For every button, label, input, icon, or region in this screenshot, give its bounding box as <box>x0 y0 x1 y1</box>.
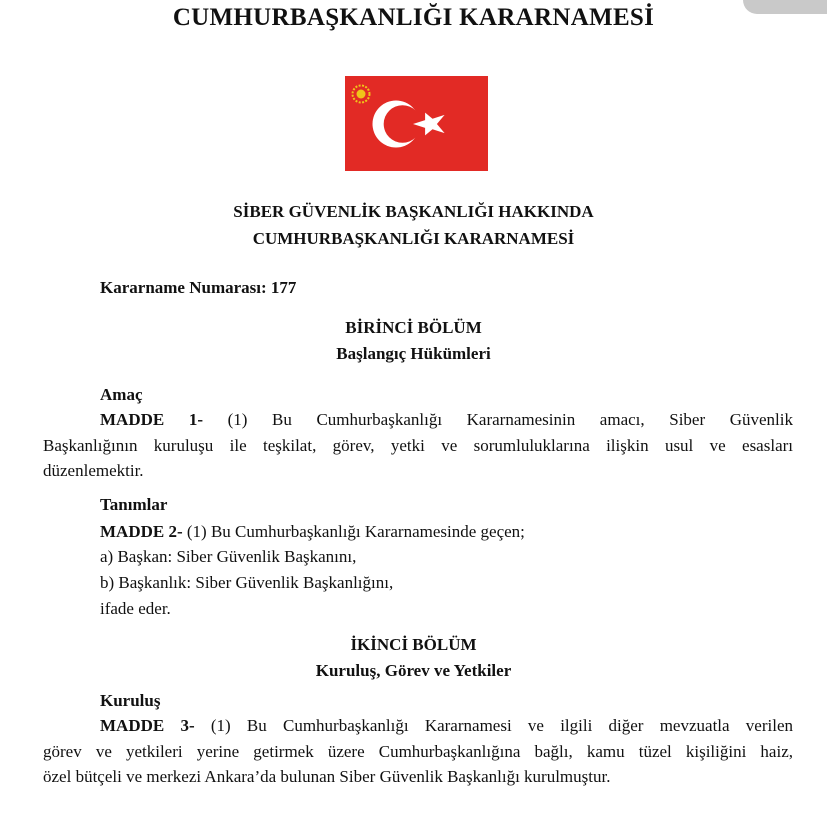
part2-subtitle: Kuruluş, Görev ve Yetkiler <box>315 661 512 680</box>
article1-line3: düzenlemektir. <box>43 461 144 480</box>
page-header-title: CUMHURBAŞKANLIĞI KARARNAMESİ <box>172 4 655 31</box>
article2-line1 <box>100 522 525 542</box>
turkish-flag <box>345 76 488 171</box>
article3-line3: özel bütçeli ve merkezi Ankara’da bulunan Siber Güvenlik Başkanlığı kurulmuştur. <box>43 767 611 786</box>
part1-title: BİRİNCİ BÖLÜM <box>345 318 482 337</box>
definition-item-a: a) Başkan: Siber Güvenlik Başkanını, <box>100 547 357 566</box>
decree-number: Kararname Numarası: 177 <box>100 278 297 297</box>
article1-text-start: (1) Bu Cumhurbaşkanlığı Kararnamesinin amacı, Siber Güvenlik <box>202 410 793 429</box>
definition-closing: ifade eder. <box>100 599 171 618</box>
document-title-line2: CUMHURBAŞKANLIĞI KARARNAMESİ <box>252 229 575 248</box>
article1-line2: Başkanlığının kuruluşu ile teşkilat, görev, yetki ve sorumluluklarına ilişkin usul ve esasları <box>43 436 793 455</box>
article3-label: MADDE 3- <box>100 716 195 735</box>
article3-line2: görev ve yetkileri yerine getirmek üzere Cumhurbaşkanlığına bağlı, kamu tüzel kişiliğini haiz, <box>43 742 793 761</box>
definition-item-b: b) Başkanlık: Siber Güvenlik Başkanlığını, <box>100 573 394 592</box>
article1-label: MADDE 1- <box>100 410 203 429</box>
section-heading-tanimlar: Tanımlar <box>100 495 168 514</box>
article3-line1 <box>100 716 793 736</box>
section-heading-amac: Amaç <box>100 385 143 404</box>
article1-line1 <box>100 410 793 430</box>
article3-text-start: (1) Bu Cumhurbaşkanlığı Kararnamesi ve ilgili diğer mevzuatla verilen <box>194 716 793 735</box>
article2-label: MADDE 2- <box>100 522 183 541</box>
part2-title: İKİNCİ BÖLÜM <box>350 635 477 654</box>
section-heading-kurulus: Kuruluş <box>100 691 161 710</box>
article2-text-start: (1) Bu Cumhurbaşkanlığı Kararnamesinde geçen; <box>182 522 525 541</box>
part1-subtitle: Başlangıç Hükümleri <box>336 344 491 363</box>
document-title-line1: SİBER GÜVENLİK BAŞKANLIĞI HAKKINDA <box>233 202 594 221</box>
